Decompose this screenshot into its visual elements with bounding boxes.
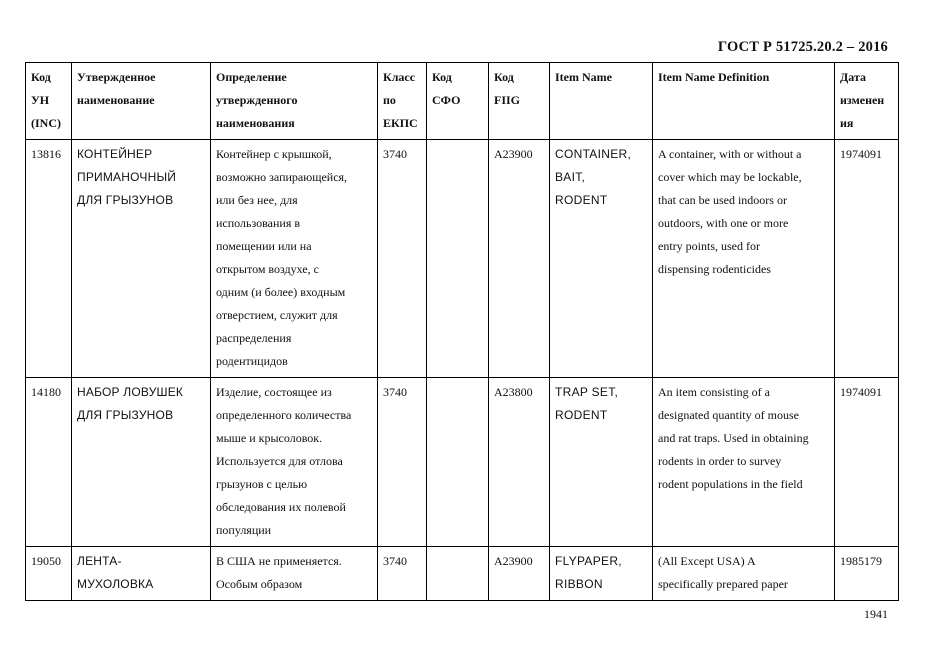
cell-text-line: and rat traps. Used in obtaining: [658, 431, 809, 445]
cell-text-line: A container, with or without a: [658, 147, 802, 161]
cell-inc: 14180: [26, 378, 72, 547]
table-row: [26, 140, 899, 378]
cell-text-line: cover which may be lockable,: [658, 170, 802, 184]
document-standard-header: ГОСТ Р 51725.20.2 – 2016: [717, 39, 888, 55]
cell-item-name-definition: [653, 547, 835, 601]
cell-text-line: ДЛЯ ГРЫЗУНОВ: [77, 408, 174, 422]
cell-name-definition: [211, 547, 378, 601]
cell-item-name: [550, 378, 653, 547]
cell-text-line: Изделие, состоящее из: [216, 385, 332, 399]
cell-sfo-code: [427, 140, 489, 378]
cell-inc: 13816: [26, 140, 72, 378]
table-row: [26, 378, 899, 547]
cell-approved-name: [72, 378, 211, 547]
cell-text-line: НАБОР ЛОВУШЕК: [77, 385, 184, 399]
cell-text-line: определенного количества: [216, 408, 352, 422]
cell-text-line: популяции: [216, 523, 272, 537]
cell-text-line: Код: [494, 70, 514, 84]
header-fiig-code: [489, 63, 550, 140]
cell-text-line: outdoors, with one or more: [658, 216, 789, 230]
cell-text-line: ЛЕНТА-: [77, 554, 122, 568]
header-item-name-definition: [653, 63, 835, 140]
cell-text-line: Контейнер с крышкой,: [216, 147, 332, 161]
cell-text-line: СФО: [432, 93, 461, 107]
cell-text-line: (INC): [31, 116, 61, 130]
cell-text-line: Утвержденное: [77, 70, 156, 84]
cell-text-line: Класс: [383, 70, 416, 84]
cell-text-line: dispensing rodenticides: [658, 262, 771, 276]
cell-text-line: Особым образом: [216, 577, 303, 591]
cell-text-line: Используется для отлова: [216, 454, 343, 468]
cell-text-line: rodents in order to survey: [658, 454, 782, 468]
cell-text-line: МУХОЛОВКА: [77, 577, 154, 591]
header-name-definition: [211, 63, 378, 140]
cell-text-line: или без нее, для: [216, 193, 298, 207]
cell-text-line: ПРИМАНОЧНЫЙ: [77, 170, 177, 184]
cell-text-line: An item consisting of a: [658, 385, 770, 399]
cell-item-name: [550, 140, 653, 378]
cell-item-name-definition: [653, 140, 835, 378]
cell-sfo-code: [427, 547, 489, 601]
cell-text-line: изменен: [840, 93, 885, 107]
cell-text-line: открытом воздухе, с: [216, 262, 319, 276]
header-inc: [26, 63, 72, 140]
cell-text-line: В США не применяется.: [216, 554, 342, 568]
cell-text-line: утвержденного: [216, 93, 298, 107]
cell-text-line: BAIT,: [555, 170, 586, 184]
cell-text-line: ДЛЯ ГРЫЗУНОВ: [77, 193, 174, 207]
cell-item-name: [550, 547, 653, 601]
cell-text-line: Код: [432, 70, 452, 84]
catalog-table: [25, 62, 899, 601]
header-item-name: [550, 63, 653, 140]
cell-text-line: ия: [840, 116, 854, 130]
table-row: [26, 547, 899, 601]
cell-text-line: specifically prepared paper: [658, 577, 788, 591]
cell-text-line: обследования их полевой: [216, 500, 346, 514]
cell-change-date: 1985179: [835, 547, 899, 601]
cell-class: 3740: [378, 547, 427, 601]
header-sfo-code: [427, 63, 489, 140]
cell-text-line: распределения: [216, 331, 292, 345]
cell-fiig-code: A23900: [489, 140, 550, 378]
cell-text-line: одним (и более) входным: [216, 285, 346, 299]
cell-class: 3740: [378, 140, 427, 378]
cell-text-line: по: [383, 93, 396, 107]
cell-text-line: CONTAINER,: [555, 147, 632, 161]
cell-text-line: Дата: [840, 70, 866, 84]
cell-class: 3740: [378, 378, 427, 547]
cell-text-line: мыше и крысоловок.: [216, 431, 323, 445]
cell-text-line: помещении или на: [216, 239, 312, 253]
cell-name-definition: [211, 140, 378, 378]
cell-text-line: отверстием, служит для: [216, 308, 338, 322]
cell-text-line: rodent populations in the field: [658, 477, 803, 491]
cell-text-line: RIBBON: [555, 577, 603, 591]
table-header-row: [26, 63, 899, 140]
cell-text-line: наименование: [77, 93, 155, 107]
cell-change-date: 1974091: [835, 378, 899, 547]
cell-text-line: designated quantity of mouse: [658, 408, 799, 422]
cell-approved-name: [72, 140, 211, 378]
cell-text-line: Item Name: [555, 70, 612, 84]
cell-change-date: 1974091: [835, 140, 899, 378]
cell-text-line: родентицидов: [216, 354, 288, 368]
cell-text-line: Определение: [216, 70, 287, 84]
cell-text-line: ЕКПС: [383, 116, 418, 130]
cell-text-line: Код: [31, 70, 51, 84]
cell-name-definition: [211, 378, 378, 547]
cell-text-line: грызунов с целью: [216, 477, 308, 491]
cell-text-line: КОНТЕЙНЕР: [77, 147, 153, 161]
cell-text-line: Item Name Definition: [658, 70, 770, 84]
cell-text-line: RODENT: [555, 193, 608, 207]
cell-sfo-code: [427, 378, 489, 547]
cell-text-line: (All Except USA) A: [658, 554, 756, 568]
cell-text-line: наименования: [216, 116, 295, 130]
header-class: [378, 63, 427, 140]
cell-text-line: that can be used indoors or: [658, 193, 787, 207]
header-change-date: [835, 63, 899, 140]
cell-item-name-definition: [653, 378, 835, 547]
cell-text-line: RODENT: [555, 408, 608, 422]
cell-fiig-code: A23800: [489, 378, 550, 547]
cell-text-line: FLYPAPER,: [555, 554, 622, 568]
cell-text-line: entry points, used for: [658, 239, 760, 253]
cell-approved-name: [72, 547, 211, 601]
cell-fiig-code: A23900: [489, 547, 550, 601]
cell-text-line: УН: [31, 93, 50, 107]
cell-text-line: FIIG: [494, 93, 521, 107]
cell-inc: 19050: [26, 547, 72, 601]
header-approved-name: [72, 63, 211, 140]
cell-text-line: использования в: [216, 216, 301, 230]
cell-text-line: возможно запирающейся,: [216, 170, 348, 184]
page-number: 1941: [864, 607, 888, 621]
cell-text-line: TRAP SET,: [555, 385, 619, 399]
